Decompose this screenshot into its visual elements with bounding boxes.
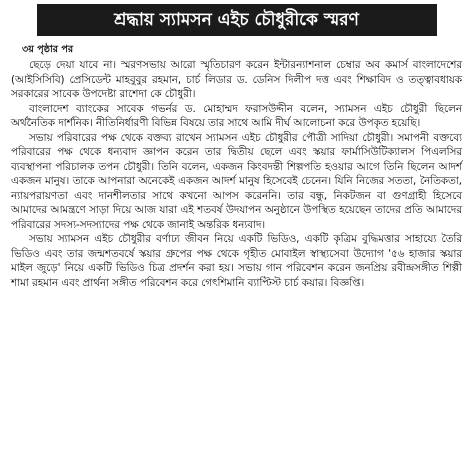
paragraph-3: সভায় পরিবারের পক্ষ থেকে বক্তব্য রাখেন স্যামসন এইচ চৌধুরীর পৌত্রী সাদিয়া চৌধুরী। সমাপনী বক্তব্যে পরিবারের পক্ষ থেকে ধন্যবাদ জ্ঞাপন করেন তার দ্বিতীয় ছেলে এবং স্কয়ার ফার্মাসিউটিক্যালস পিএলসির ব্যবস্থাপনা পরিচালক তপন চৌধুরী। তিনি বলেন, একজন কিংবদন্তী শিল্পপতি হওয়ার আগে তিনি ছিলেন আদর্শ একজন মানুষ। তাকে আপনারা অনেকেই একজন আদর্শ মানুষ হিসেবেই চেনেন। যিনি নিজের সততা, নৈতিকতা, ন্যায়পরায়ণতা এবং দানশীলতার সাথে কখনো আপস করেননি। তার বন্ধু, নিকটজন বা গুণগ্রাহী হিসেবে আমাদের আমন্ত্রণে সাড়া দিয়ে আজ যারা এই শতবর্ষ উদযাপন অনুষ্ঠানে উপস্থিত হয়েছেন তাদের প্রতি আমাদের পরিবারের সদস্য-সদস্যাদের পক্ষ থেকে জানাই অন্তরিক ধন্যবাদ। bbox=[11, 131, 462, 231]
paragraph-2: বাংলাদেশ ব্যাংকের সাবেক গভর্নর ড. মোহাম্মদ ফরাসউদ্দীন বলেন, স্যামসন এইচ চৌধুরী ছিলেন অর্থনৈতিক দার্শনিক। নীতিনির্ধারণী বিভিন্ন বিষয়ে তার সাথে আমি দীর্ঘ আলোচনা করে উপকৃত হয়েছি। bbox=[11, 102, 462, 129]
article-body bbox=[11, 58, 462, 290]
paragraph-4: সভায় স্যামসন এইচ চৌধুরীর বর্ণাঢ্য জীবন নিয়ে একটি ভিডিও, একটি কৃত্রিম বুদ্ধিমত্তার সাহায্যে তৈরি ভিডিও এবং তার জন্মশতবর্ষে স্কয়ার গ্রুপের পক্ষ থেকে গৃহীত মোবাইল স্বাস্থ্যসেবা উদ্যোগ '৫৬ হাজার স্কয়ার মাইল জুড়ে' নিয়ে একটি ভিডিও চিত্র প্রদর্শন করা হয়। সভায় গান পরিবেশন করেন জনপ্রিয় রবীন্দ্রসঙ্গীত শিল্পী শামা রহমান এবং প্রার্থনা সঙ্গীত পরিবেশন করে গেৎশিমানি ব্যাপ্টিস্ট চার্চ কয়ার। বিজ্ঞপ্তি। bbox=[11, 233, 462, 289]
paragraph-1: ছেড়ে দেয়া যাবে না। স্মরণসভায় আরো স্মৃতিচারণ করেন ইন্টারন্যাশনাল চেম্বার অব কমার্স বাংলাদেশের (আইসিসিবি) প্রেসিডেন্ট মাহবুবুর রহমান, চার্চ লিডার ড. ডেনিস দিলীপ দত্ত এবং শিক্ষাবিদ ও তত্ত্বাবধায়ক সরকারের সাবেক উপদেষ্টা রাশেদা কে চৌধুরী। bbox=[11, 59, 462, 100]
headline-banner: শ্রদ্ধায় স্যামসন এইচ চৌধুরীকে স্মরণ bbox=[37, 4, 437, 36]
continued-from-label: ৩য় পৃষ্ঠার পর bbox=[22, 44, 74, 55]
